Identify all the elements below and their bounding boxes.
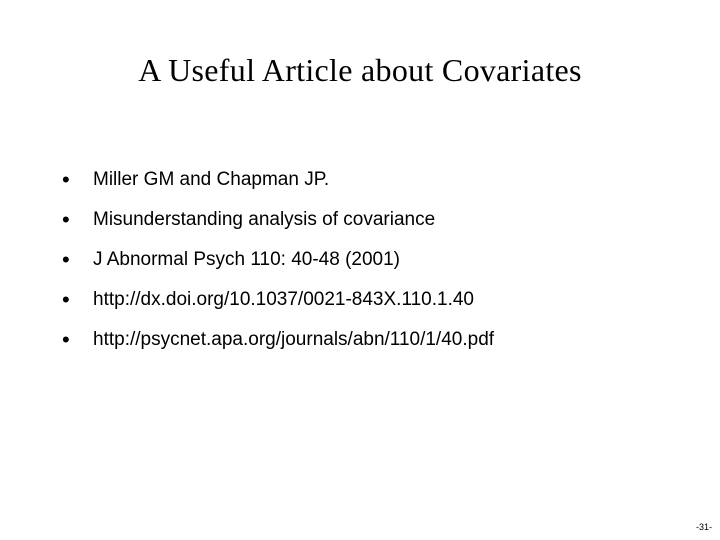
slide-title: A Useful Article about Covariates: [138, 52, 582, 88]
bullet-icon: •: [62, 247, 70, 272]
page-number: -31-: [695, 522, 712, 532]
bullet-text: Misunderstanding analysis of covariance: [93, 209, 436, 230]
bullet-icon: •: [62, 167, 70, 192]
bullet-text: Miller GM and Chapman JP.: [93, 169, 330, 190]
bullet-icon: •: [62, 327, 70, 352]
bullet-text: J Abnormal Psych 110: 40-48 (2001): [93, 249, 400, 270]
doi-link[interactable]: http://dx.doi.org/10.1037/0021-843X.110.1.40: [93, 289, 475, 310]
bullet-icon: •: [62, 207, 70, 232]
bullet-icon: •: [62, 287, 70, 312]
pdf-link[interactable]: http://psycnet.apa.org/journals/abn/110/1/40.pdf: [93, 329, 495, 350]
